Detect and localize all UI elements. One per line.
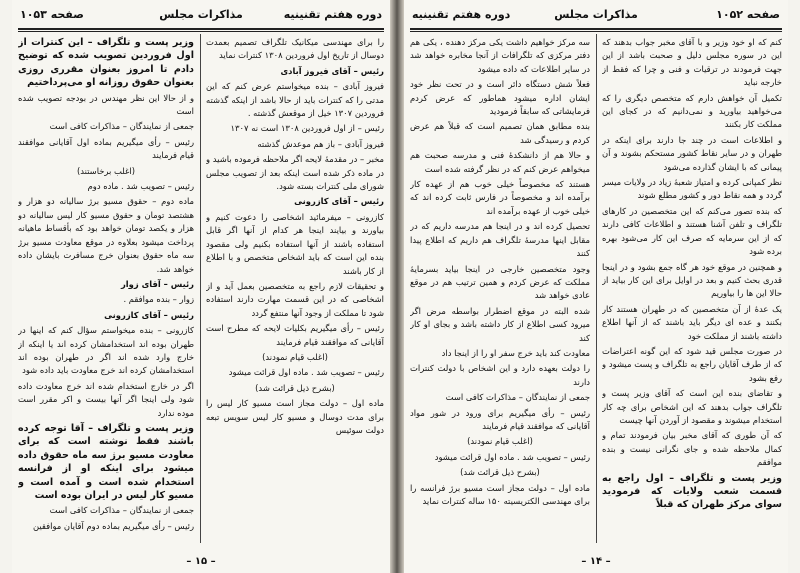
paragraph: رئیس – رأی میگیریم برای ورود در شور مواد آقایانی که موافقند قیام فرمایند (410, 407, 590, 431)
paragraph: ماده اول – دولت مجاز است مسیو کار لیس را برای مدت دوسال و مسیو کار لیس سویس تبعه دولت سوئیس (206, 398, 384, 435)
speaker-line: رئیس – آقای کازرونی (104, 309, 194, 320)
speaker-line: رئیس – آقای زوار (120, 278, 194, 289)
paragraph: تحصیل کرده اند و در اینجا هم مدرسه داریم که در مقابل اینها مدرسهٔ تلگراف هم داریم که اطلاع پیدا کنند (410, 221, 590, 259)
page-footer-number: – ۱۴ – (581, 556, 611, 567)
speaker-line: رئیس – آقای کازرونی (294, 196, 384, 207)
paragraph: شده البته در موقع اضطرار بواسطه مرض اگر میرود کسی اطلاع از کار داشته باشد و بجای او کار کند (410, 305, 590, 343)
paragraph: هستند که مخصوصاً خیلی خوب هم از عهده کار برآمده اند و مخصوصاً در فارس ثابت کرده اند که خیلی خوب از عهده برآمده اند (410, 179, 590, 216)
paragraph: رئیس – از اول فروردین ۱۳۰۸ است نه ۱۳۰۷ (230, 123, 384, 134)
paragraph: رئیس – رأی میگیریم بماده اول آقایانی موافقند قیام فرمایند (18, 136, 194, 161)
paragraph: اگر در خارج استخدام شده اند خرج معاودت داده شود ولی اینجا اگر آنها بیست و اکر مقرر است موده ندارد (18, 380, 194, 418)
paragraph: وجود متخصصین خارجی در اینجا بیاید بسرمایهٔ مملکت که عرض کردم و همین ترتیب هم در موقع عادی خواهد شد (410, 263, 590, 301)
term-label: دوره هفتم تقنینیه (283, 8, 382, 21)
stage-note: (اغلب قیام نمودند) (467, 436, 533, 447)
page-header (404, 6, 788, 28)
paragraph: رئیس – تصویب شد . ماده دوم (87, 181, 194, 192)
paragraph: سه مرکز خواهیم داشت یکی مرکز دهنده ، یکی هم دفتر مرکزی که تلگرافات از آنجا مخابره خواهد شد در سایر اطلاعات که داده میشود (410, 37, 590, 74)
speaker-line: رئیس – آقای فیروز آبادی (280, 65, 384, 76)
page-number-label: صفحه ۱۰۵۳ (20, 8, 84, 21)
page-1052 (404, 0, 788, 573)
stage-note: (اغلب قیام نمودند) (262, 351, 328, 362)
term-label: دوره هفتم تقنینیه (412, 8, 511, 21)
paragraph: یک عدهٔ از آن متخصصین که در طهران هستند کار بکنند و عده ای دیگر باید باشند که از آنها اطلاع داشته باشند از مملکت خود (602, 303, 782, 341)
paragraph: رئیس – تصویب شد . ماده اول قرائت میشود (228, 367, 384, 378)
paragraph: و حالا هم از دانشکدهٔ فنی و مدرسه صحبت هم میخواهم عرض کنم که در نظر گرفته شده است (410, 150, 590, 174)
paragraph: رئیس – رأی میگیریم بماده دوم آقایان موافقین (32, 520, 194, 531)
paragraph: و تقاضای بنده این است که آقای وزیر پست و تلگراف جواب بدهند که این اشخاص برای چه کار استخدام میشوند و مقصود از آوردن آنها چیست (602, 388, 782, 425)
header-rule-thin (410, 31, 782, 32)
page-number-label: صفحه ۱۰۵۲ (716, 8, 780, 21)
paragraph: که بنده تصور می‌کنم که این متخصصین در کارهای تلگراف و تلفن آشنا هستند و اطلاعات کافی دارند که از این سرمایه که صرف این کار می‌شود بهره برده شود (602, 205, 782, 257)
text-column-right (602, 36, 782, 539)
publication-title: مذاکرات مجلس (159, 8, 243, 21)
paragraph: کازرونی – میفرمائید اشخاصی را دعوت کنیم و بیاورند و بیایند اینجا هر کدام از آنها اگر قابل استفاده باشند از آنها استفاده بکنیم ولی مقصود بنده این است که باید اشخاص متخصص و با اطلاع از کار باشند (206, 211, 384, 276)
paragraph: جمعی از نمایندگان – مذاکرات کافی است (49, 505, 194, 516)
text-column-left (410, 36, 590, 539)
publication-title: مذاکرات مجلس (554, 8, 638, 21)
page-1053 (12, 0, 390, 573)
page-footer-number: – ۱۵ – (186, 556, 216, 567)
paragraph: و تحقیقات لازم راجع به متخصصین بعمل آید و از اشخاصی که در این قسمت مهارت دارند استفاده شود تا مملکت از وجود آنها منتفع گردد (206, 280, 384, 318)
page-header (12, 6, 390, 28)
book-gutter (390, 0, 404, 573)
paragraph: نظر کمپانی کرده و امتیاز شعبهٔ زیاد در ولایات میسر گردد و همه نقاط دور و کشور مطلع شوند (602, 177, 782, 201)
paragraph: که آن طوری که آقای مخبر بیان فرمودند تمام و کمال ملاحظه شده و جای نگرانی نیست و بنده موافقم (602, 430, 782, 468)
minister-statement: وزیر پست و تلگراف – اول راجع به قسمت شعب ولایات که فرمودید سوای مرکز طهران که قبلاً (602, 472, 782, 511)
paragraph: فعلاً شش دستگاه دائر است و در تحت نظر خود ایشان اداره میشود هماطور که عرض کردم فرمایشاتی که سابقاً فرمودید (410, 79, 590, 117)
paragraph: زوار – بنده موافقم . (123, 294, 194, 305)
paragraph: ماده دوم – حقوق مسیو برژ سالیانه دو هزار و هشتصد تومان و حقوق مسیو کار لیس سالیانه دو هزار و یکصد تومان خواهد بود که بأقساط ماهیانه پرداخت میشود بعلاوه در موقع معاودت مسیو برژ سه ماه حقوق بعنوان خرج مسافرت بایشان داده خواهد شد. (18, 196, 194, 274)
paragraph: رئیس – رأی میگیریم بکلیات لایحه که مطرح است آقایانی که موافقند قیام فرمایند (206, 323, 384, 347)
paragraph: جمعی از نمایندگان – مذاکرات کافی است (49, 121, 194, 132)
paragraph: تکمیل آن خواهش دارم که متخصص دیگری را که می‌خواهید بیاورید و نمی‌دانیم که در کجای این مملکت کار بکنند (602, 92, 782, 130)
stage-note: (اغلب برخاستند) (76, 165, 136, 176)
paragraph: جمعی از نمایندگان – مذاکرات کافی است (445, 392, 590, 403)
paragraph: رئیس – تصویب شد . ماده اول قرائت میشود (434, 451, 590, 462)
header-rule (18, 28, 384, 30)
minister-statement: وزیر پست و تلگراف – آقا توجه کرده باشند فقط نوشته است که برای معاودت مسیو برژ سه ماه حقوق داده میشود برای اینکه او از فرانسه استخدام شده است و آمده است و مسیو کار لیس در ایران بوده است (18, 422, 194, 501)
stage-note: (بشرح ذیل قرائت شد) (460, 467, 540, 478)
header-rule (410, 28, 782, 30)
paragraph: فیروز آبادی – بنده میخواستم عرض کنم که این مدتی را که کنترات باید از حالا باشد از اینکه گذشته فروردین ۱۳۰۷ خیل از موقعش گذشته . (206, 81, 384, 119)
paragraph: کنم که او خود وزیر و با آقای مخبر جواب بدهند که این در سوره مجلس دلیل و صحبت باشد از این جهت فرمودند در ترقیات و فنی و چرا که فقط از خارجه نباید (602, 37, 782, 88)
paragraph: کازرونی – بنده میخواستم سؤال کنم که اینها در طهران بوده اند استخدامشان کرده اند یا اینکه از خارج وارد شده اند اگر در طهران بوده اند استخدامشان کرده اند خرج معاودت باید داده شود (18, 325, 194, 376)
column-divider (200, 34, 201, 543)
paragraph: را دولت بعهده دارد و این اشخاص با دولت کنترات دارند (410, 363, 590, 387)
paragraph: مخبر – در مقدمهٔ لایحه اگر ملاحظه فرموده باشید و در ماده ذکر شده است اینکه بعد از تصویب مجلس شورای ملی کنترات بسته شود. (206, 154, 384, 192)
minister-statement: وزیر پست و تلگراف – این کنترات از اول فروردین تصویب شده که توضیح دادم تا امروز بعنوان مقرری روزی بعنوان حقوق روزانه او می‌پرداختیم (18, 37, 194, 89)
header-rule-thin (18, 31, 384, 32)
paragraph: فیروز آبادی – باز هم موعدش گذشته (257, 138, 384, 149)
stage-note: (بشرح ذیل قرائت شد) (255, 382, 335, 393)
paragraph: و از حالا این نظر مهندس در بودجه تصویب شده است (18, 92, 194, 117)
paragraph: و اطلاعات است در چند جا دارند برای اینکه در طهران و در سایر نقاط کشور مستحکم بشوند و آن پیمانی که با ایشان گذارده می‌شود (602, 134, 782, 172)
paragraph: ماده اول – دولت مجاز است مسیو برژ فرانسه را برای مهندسی الکتریسیته ۱۵۰ ساله کنترات نماید (410, 482, 590, 506)
paragraph: را برای مهندسی میکانیک تلگراف تصمیم بعمدت دوسال از تاریخ اول فروردین ۱۳۰۸ کنترات نماید (206, 37, 384, 61)
paragraph: و همچنین در موقع خود هر گاه جمع بشود و در اینجا قدری بحث کنیم و بعد در اوایل برای این کار بیاید از حالا این ها را بیاوریم (602, 261, 782, 299)
text-column-right (206, 36, 384, 539)
paragraph: بنده مطابق همان تصمیم است که قبلاً هم عرض کردم و رسیدگی شد (410, 121, 590, 145)
paragraph: در صورت مجلس قید شود که این گونه اعتراضات که از طرف آقایان راجع به تلگراف و پست میشود و رفع بشود (602, 345, 782, 383)
paragraph: معاودت کند باید خرج سفر او را از اینجا داد (441, 347, 590, 358)
column-divider (596, 34, 597, 543)
text-column-left (18, 36, 194, 539)
